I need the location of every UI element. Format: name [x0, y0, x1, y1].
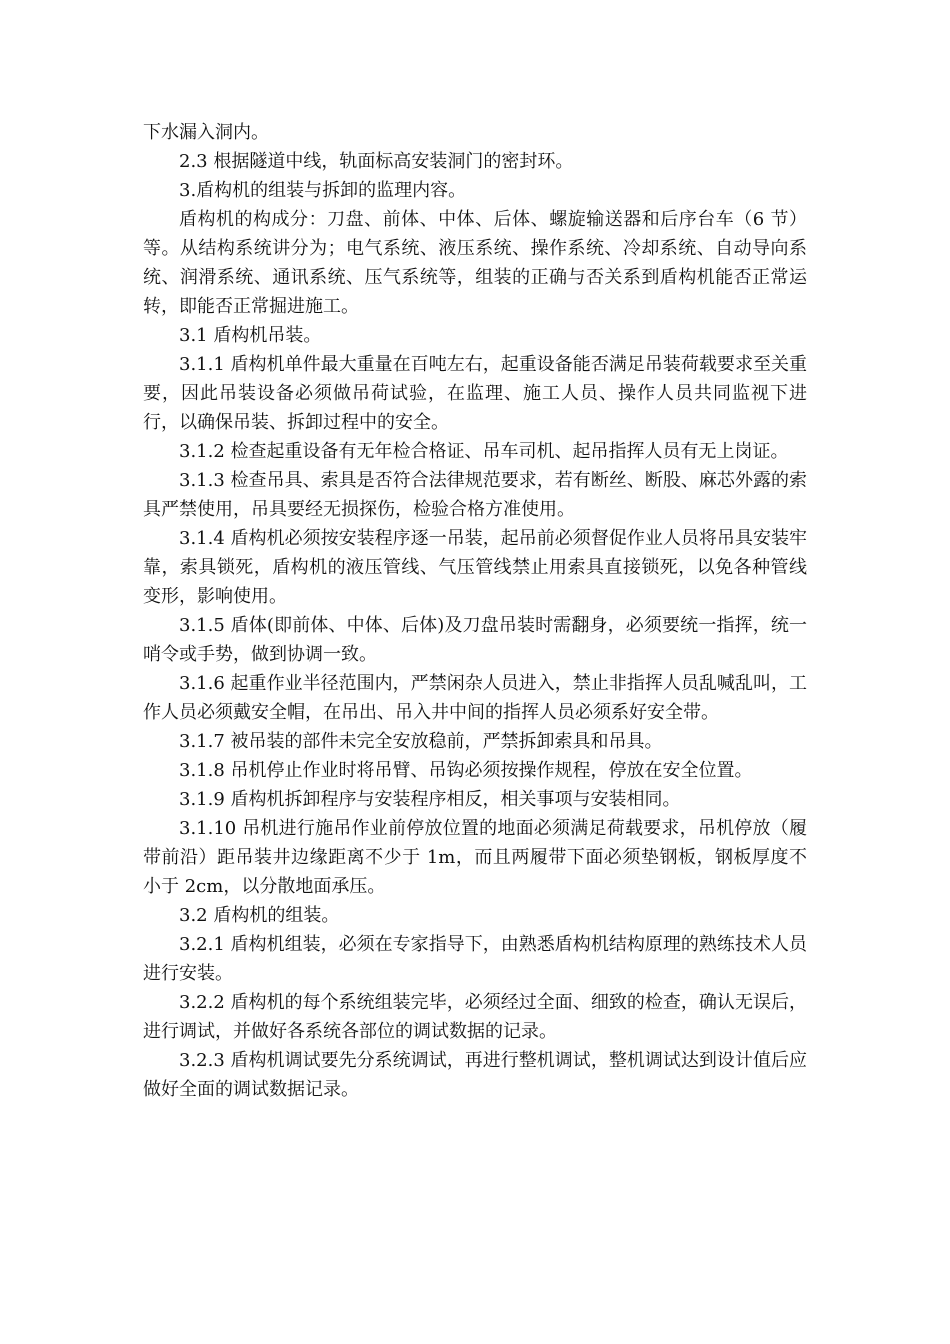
paragraph-12: 3.1.7 被吊装的部件未完全安放稳前，严禁拆卸索具和吊具。	[179, 731, 663, 752]
paragraph-16: 3.2 盾构机的组装。	[179, 905, 340, 926]
paragraph-8: 3.1.3 检查吊具、索具是否符合法律规范要求，若有断丝、断股、麻芯外露的索具严禁使用，吊具要经无损探伤，检验合格方准使用。	[143, 470, 807, 520]
document-body	[143, 118, 807, 1104]
paragraph-14: 3.1.9 盾构机拆卸程序与安装程序相反，相关事项与安装相同。	[179, 789, 681, 810]
paragraph-15: 3.1.10 吊机进行施吊作业前停放位置的地面必须满足荷载要求，吊机停放（履带前沿）距吊装井边缘距离不少于 1m，而且两履带下面必须垫钢板，钢板厚度不小于 2cm，以分散地面承压。	[143, 818, 807, 897]
paragraph-4: 盾构机的构成分：刀盘、前体、中体、后体、螺旋输送器和后序台车（6 节）等。从结构系统讲分为；电气系统、液压系统、操作系统、冷却系统、自动导向系统、润滑系统、通讯系统、压气系统等，组装的正确与否关系到盾构机能否正常运转，即能否正常掘进施工。	[143, 209, 807, 317]
paragraph-9: 3.1.4 盾构机必须按安装程序逐一吊装，起吊前必须督促作业人员将吊具安装牢靠，索具锁死，盾构机的液压管线、气压管线禁止用索具直接锁死，以免各种管线变形，影响使用。	[143, 528, 807, 607]
paragraph-18: 3.2.2 盾构机的每个系统组装完毕，必须经过全面、细致的检查，确认无误后，进行调试，并做好各系统各部位的调试数据的记录。	[143, 992, 807, 1042]
paragraph-3: 3.盾构机的组装与拆卸的监理内容。	[179, 180, 467, 201]
paragraph-17: 3.2.1 盾构机组装，必须在专家指导下，由熟悉盾构机结构原理的熟练技术人员进行安装。	[143, 934, 807, 984]
paragraph-13: 3.1.8 吊机停止作业时将吊臂、吊钩必须按操作规程，停放在安全位置。	[179, 760, 753, 781]
paragraph-5: 3.1 盾构机吊装。	[179, 325, 322, 346]
paragraph-1: 下水漏入洞内。	[143, 122, 269, 143]
paragraph-11: 3.1.6 起重作业半径范围内，严禁闲杂人员进入，禁止非指挥人员乱喊乱叫，工作人员必须戴安全帽，在吊出、吊入井中间的指挥人员必须系好安全带。	[143, 673, 807, 723]
paragraph-6: 3.1.1 盾构机单件最大重量在百吨左右，起重设备能否满足吊装荷载要求至关重要，因此吊装设备必须做吊荷试验，在监理、施工人员、操作人员共同监视下进行，以确保吊装、拆卸过程中的安全。	[143, 354, 807, 433]
paragraph-2: 2.3 根据隧道中线，轨面标高安装洞门的密封环。	[179, 151, 574, 172]
paragraph-7: 3.1.2 检查起重设备有无年检合格证、吊车司机、起吊指挥人员有无上岗证。	[179, 441, 789, 462]
paragraph-10: 3.1.5 盾体(即前体、中体、后体)及刀盘吊装时需翻身，必须要统一指挥，统一哨令或手势，做到协调一致。	[143, 615, 807, 665]
paragraph-19: 3.2.3 盾构机调试要先分系统调试，再进行整机调试，整机调试达到设计值后应做好全面的调试数据记录。	[143, 1050, 807, 1100]
